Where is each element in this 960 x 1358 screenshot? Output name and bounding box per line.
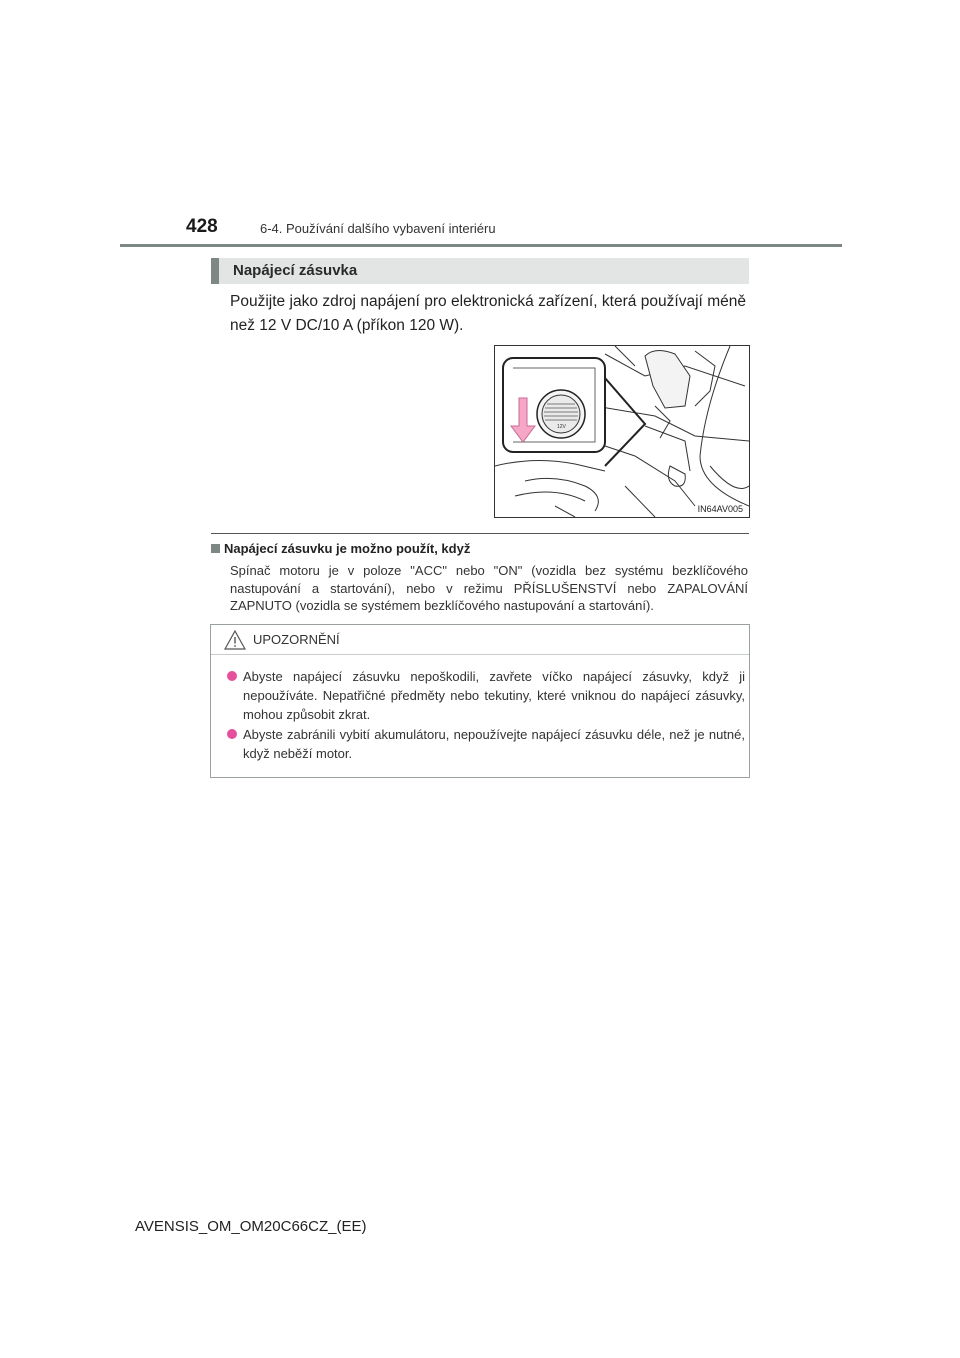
footer-code: AVENSIS_OM_OM20C66CZ_(EE): [135, 1218, 367, 1235]
page-number: 428: [186, 216, 218, 237]
warning-item-text: Abyste zabránili vybití akumulátoru, nepoužívejte napájecí zásuvku déle, než je nutné, když neběží motor.: [243, 727, 745, 761]
section-bar: [211, 258, 749, 284]
warning-item: [225, 725, 745, 763]
svg-text:12V: 12V: [557, 424, 566, 430]
figure-code: IN64AV005: [697, 504, 743, 514]
header-rule: [120, 244, 842, 247]
warning-title: UPOZORNĚNÍ: [253, 632, 340, 647]
chapter-title: 6-4. Používání dalšího vybavení interiéru: [260, 221, 496, 236]
figure: [494, 345, 750, 518]
intro-paragraph: Použijte jako zdroj napájení pro elektronická zařízení, která používají méně než 12 V DC/10 A (příkon 120 W).: [230, 293, 746, 334]
warning-item-text: Abyste napájecí zásuvku nepoškodili, zavřete víčko napájecí zásuvky, když ji nepoužíváte. Nepatřičné předměty nebo tekutiny, které vniknou do napájecí zásuvky, mohou způsobit zkrat.: [243, 669, 745, 722]
bullet-icon: [227, 671, 237, 681]
square-bullet-icon: [211, 544, 220, 553]
warning-header: [211, 625, 749, 655]
section-title: Napájecí zásuvka: [233, 262, 358, 279]
bullet-icon: [227, 729, 237, 739]
sub-text: Spínač motoru je v poloze "ACC" nebo "ON" (vozidla bez systému bezklíčového nastupování a startování), nebo v režimu PŘÍSLUŠENSTVÍ nebo ZAPALOVÁNÍ ZAPNUTO (vozidla se systémem bezklíčového nastupování a startování).: [230, 563, 748, 613]
sub-heading: [211, 541, 470, 556]
warning-triangle-icon: [224, 630, 246, 650]
warning-box: [210, 624, 750, 778]
warning-item: [225, 667, 745, 724]
divider: [211, 533, 749, 534]
power-outlet-illustration: [495, 346, 749, 517]
sub-heading-text: Napájecí zásuvku je možno použít, když: [224, 541, 471, 556]
